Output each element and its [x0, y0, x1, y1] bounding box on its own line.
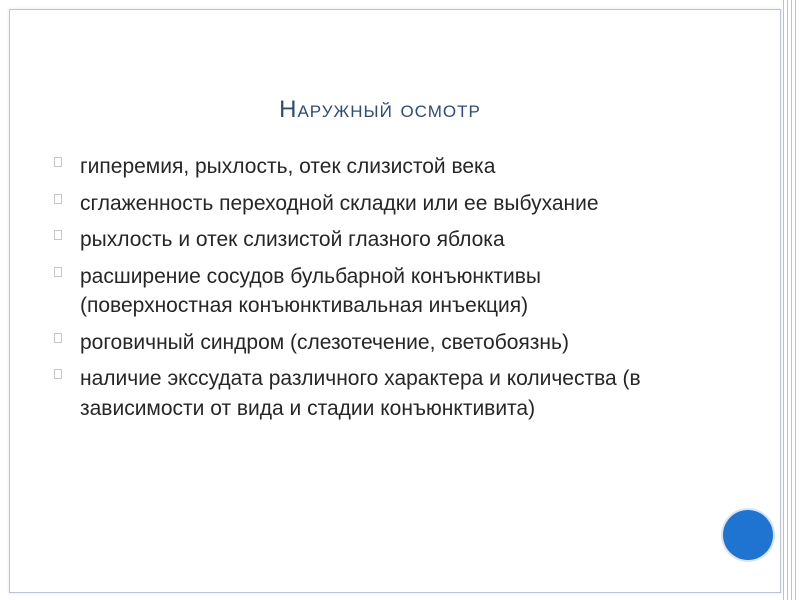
- accent-circle-icon: [723, 510, 773, 560]
- bullet-marker-icon: [54, 369, 62, 379]
- list-item: [54, 225, 654, 255]
- list-item: [54, 189, 654, 219]
- bullet-text: рыхлость и отек слизистой глазного яблока: [80, 228, 505, 251]
- list-item: [54, 328, 654, 358]
- bullet-marker-icon: [54, 267, 62, 277]
- edge-line: [795, 0, 796, 600]
- bullet-text: роговичный синдром (слезотечение, светобоязнь): [80, 330, 569, 354]
- edge-line: [787, 0, 788, 600]
- list-item: [54, 152, 654, 182]
- slide-frame: [9, 9, 781, 593]
- list-item: [54, 364, 654, 423]
- bullet-text: сглаженность переходной складки или ее выбухание: [80, 191, 599, 215]
- edge-line: [791, 0, 792, 600]
- list-item: [54, 262, 654, 321]
- edge-line: [783, 0, 784, 600]
- bullet-marker-icon: [54, 333, 62, 343]
- bullet-marker-icon: [54, 230, 62, 240]
- bullet-text: гиперемия, рыхлость, отек слизистой века: [80, 155, 496, 178]
- bullet-text: расширение сосудов бульбарной конъюнктивы (поверхностная конъюнктивальная инъекция): [80, 264, 542, 317]
- bullet-marker-icon: [54, 157, 62, 167]
- slide-title: Наружный осмотр: [279, 96, 481, 123]
- bullet-list: [54, 152, 654, 430]
- bullet-marker-icon: [54, 194, 62, 204]
- bullet-text: наличие экссудата различного характера и количества (в зависимости от вида и стадии конъюнктивита): [80, 367, 641, 420]
